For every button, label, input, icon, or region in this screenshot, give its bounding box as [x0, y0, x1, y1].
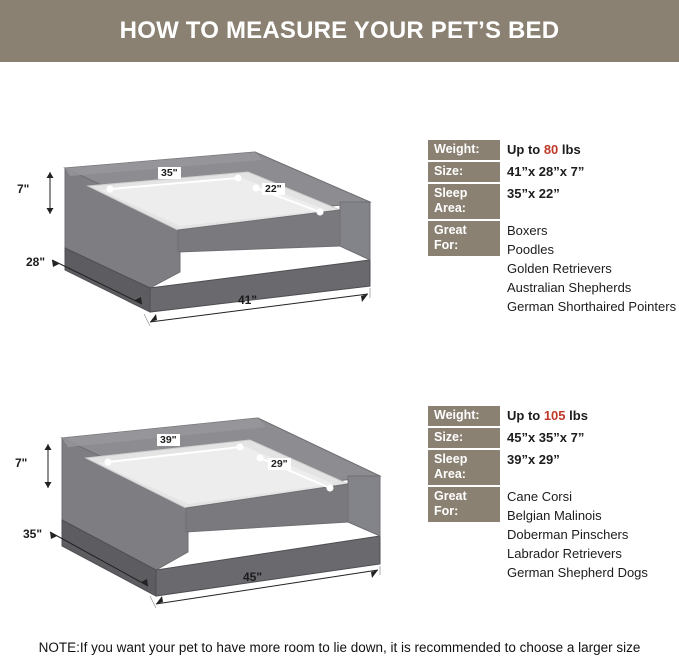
- bed-section-large: [0, 370, 679, 640]
- spec-table-large: [428, 406, 674, 584]
- great-for-item: Labrador Retrievers: [507, 546, 622, 561]
- spec-row-sleep-area: [428, 184, 674, 219]
- great-for-item: Doberman Pinschers: [507, 527, 629, 542]
- spec-label-sleep-area: Sleep Area:: [428, 184, 500, 219]
- dim-height-large: 7": [15, 456, 28, 470]
- spec-label-great-for: Great For:: [428, 221, 500, 256]
- dim-width-large: 45": [243, 570, 263, 584]
- bed-drawing-medium: [10, 90, 410, 340]
- dim-width-medium: 41": [238, 293, 258, 307]
- great-for-item: German Shepherd Dogs: [507, 565, 648, 580]
- note-text: NOTE:If you want your pet to have more room to lie down, it is recommended to choose a larger size: [38, 640, 641, 655]
- spec-value-weight: [500, 140, 581, 160]
- spec-row-size: [428, 162, 674, 182]
- spec-value-sleep-area: 39”x 29”: [507, 452, 560, 467]
- dim-inner-depth-large: 29": [268, 458, 291, 470]
- great-for-item: Boxers: [507, 223, 548, 238]
- great-for-item: Golden Retrievers: [507, 261, 612, 276]
- dim-inner-width-large: 39": [157, 434, 180, 446]
- page-title: HOW TO MEASURE YOUR PET’S BED: [119, 17, 560, 44]
- spec-value-weight: [500, 406, 588, 426]
- spec-label-weight: Weight:: [428, 140, 500, 160]
- dim-height-medium: 7": [17, 182, 30, 196]
- weight-suffix: lbs: [565, 408, 588, 423]
- bed-section-medium: [0, 90, 679, 360]
- spec-label-size: Size:: [428, 162, 500, 182]
- great-for-list-large: [500, 506, 674, 582]
- page-header: [0, 0, 679, 62]
- bed-drawing-large: [10, 370, 410, 620]
- spec-value-sleep-area: 35”x 22”: [507, 186, 560, 201]
- spec-value-size: 41”x 28”x 7”: [507, 164, 585, 179]
- spec-row-size: [428, 428, 674, 448]
- bed-illustration-medium: [10, 90, 410, 340]
- dim-depth-large: 35": [23, 527, 43, 541]
- spec-label-sleep-area: Sleep Area:: [428, 450, 500, 485]
- great-for-item: Cane Corsi: [507, 489, 573, 504]
- great-for-item: Australian Shepherds: [507, 280, 632, 295]
- dim-depth-medium: 28": [26, 255, 46, 269]
- dim-inner-depth-medium: 22": [262, 183, 285, 195]
- weight-prefix: Up to: [507, 142, 544, 157]
- bed-illustration-large: [10, 370, 410, 620]
- spec-row-great-for: [428, 487, 674, 582]
- weight-number: 105: [543, 408, 566, 423]
- spec-label-size: Size:: [428, 428, 500, 448]
- great-for-item: Poodles: [507, 242, 554, 257]
- spec-row-great-for: [428, 221, 677, 316]
- spec-row-weight: [428, 140, 674, 160]
- great-for-item: Belgian Malinois: [507, 508, 602, 523]
- spec-table-medium: [428, 140, 677, 318]
- great-for-list-medium: [500, 240, 676, 316]
- weight-number: 80: [543, 142, 559, 157]
- spec-label-great-for: Great For:: [428, 487, 500, 522]
- great-for-item: German Shorthaired Pointers: [507, 299, 677, 314]
- spec-row-sleep-area: [428, 450, 674, 485]
- dim-inner-width-medium: 35": [158, 167, 181, 179]
- weight-suffix: lbs: [558, 142, 581, 157]
- weight-prefix: Up to: [507, 408, 544, 423]
- spec-label-weight: Weight:: [428, 406, 500, 426]
- spec-row-weight: [428, 406, 674, 426]
- spec-value-size: 45”x 35”x 7”: [507, 430, 585, 445]
